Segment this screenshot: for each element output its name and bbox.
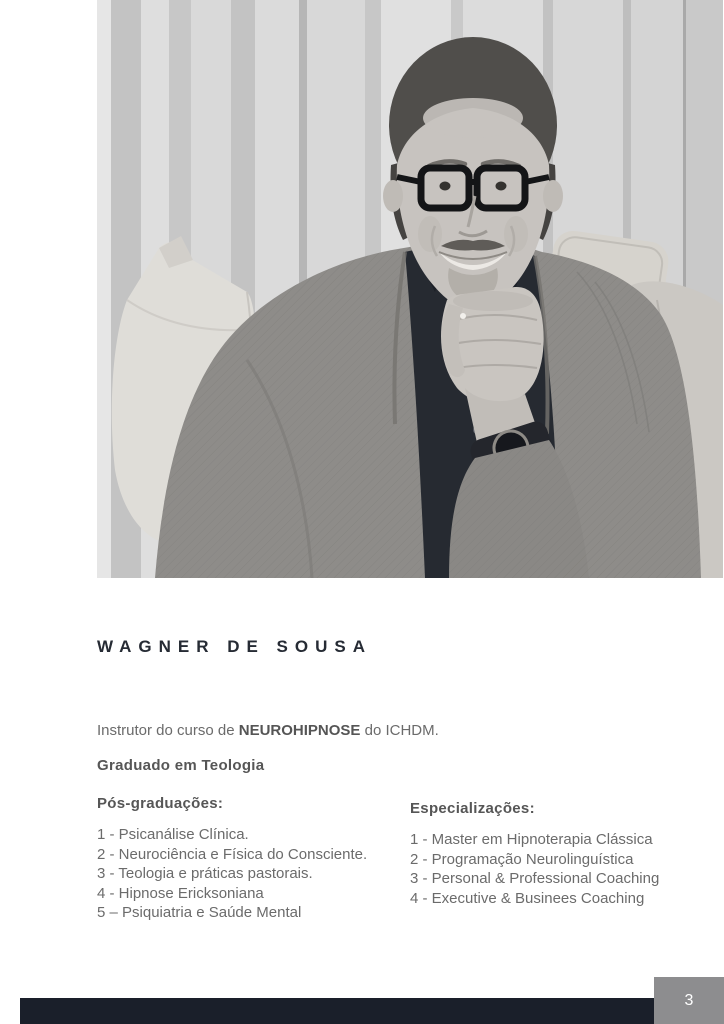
page-number: 3 <box>684 991 694 1009</box>
list-item: 5 – Psiquiatria e Saúde Mental <box>97 904 302 921</box>
intro-prefix: Instrutor do curso de <box>97 722 239 739</box>
specializations-list <box>410 830 710 908</box>
page-number-badge <box>654 977 724 1024</box>
list-item: 3 - Teologia e práticas pastorais. <box>97 865 313 882</box>
list-item: 1 - Psicanálise Clínica. <box>97 826 249 843</box>
intro-line <box>97 722 439 739</box>
degree-line: Graduado em Teologia <box>97 757 265 774</box>
postgrad-heading: Pós-graduações: <box>97 795 224 812</box>
list-item: 4 - Hipnose Ericksoniana <box>97 884 264 902</box>
list-item: 2 - Programação Neurolinguística <box>410 850 634 868</box>
list-item: 2 - Neurociência e Física do Consciente. <box>97 845 368 863</box>
footer-bar <box>20 998 724 1024</box>
portrait-photo <box>97 0 723 578</box>
postgrad-list <box>97 825 417 923</box>
page-title: WAGNER DE SOUSA <box>97 637 373 656</box>
list-item: 3 - Personal & Professional Coaching <box>410 870 660 887</box>
intro-course-name: NEUROHIPNOSE <box>238 722 361 739</box>
list-item: 4 - Executive & Businees Coaching <box>410 889 645 907</box>
specializations-column <box>410 800 710 908</box>
list-item: 1 - Master em Hipnoterapia Clássica <box>410 831 653 848</box>
intro-suffix: do ICHDM. <box>360 722 439 739</box>
postgrad-column <box>97 795 417 923</box>
specializations-heading: Especializações: <box>410 800 535 817</box>
